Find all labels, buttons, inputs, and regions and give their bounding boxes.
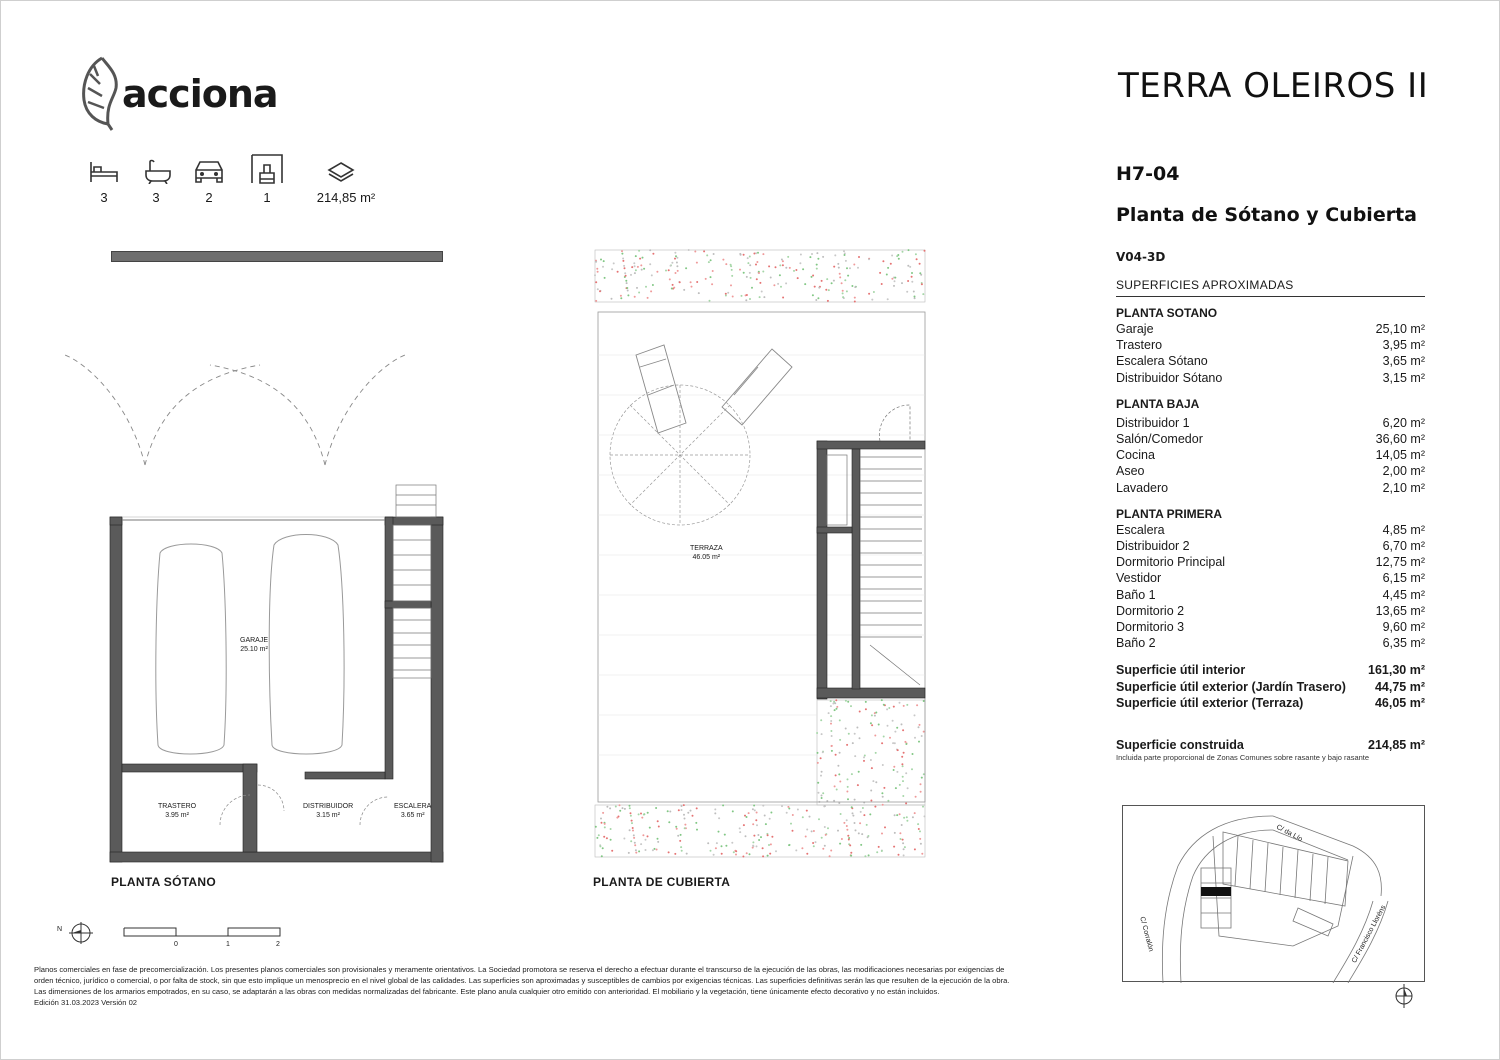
section-baja: [1116, 397, 1425, 496]
acciona-logo: [78, 54, 278, 134]
roof-plan: [580, 245, 930, 865]
section-title: PLANTA SOTANO: [1116, 306, 1218, 320]
table-row: Dormitorio 3 9,60 m²: [1116, 620, 1425, 635]
plan-separator-bar: [111, 251, 443, 262]
table-row: Cocina 14,05 m²: [1116, 448, 1425, 463]
table-row: Lavadero 2,10 m²: [1116, 480, 1425, 495]
table-row: Dormitorio Principal 12,75 m²: [1116, 555, 1425, 570]
scale-tick: 2: [276, 941, 280, 948]
table-row: Vestidor 6,15 m²: [1116, 571, 1425, 586]
storage-icon: [250, 153, 284, 185]
total-area: 214,85 m²: [316, 190, 376, 205]
roof-plan-title: PLANTA DE CUBIERTA: [593, 875, 731, 889]
surfaces-table: [1116, 306, 1425, 762]
plan-title: Planta de Sótano y Cubierta: [1116, 204, 1417, 226]
edition-text: Edición 31.03.2023 Versión 02: [34, 998, 138, 1007]
table-row: Baño 2 6,35 m²: [1116, 636, 1425, 651]
bed-icon: [89, 158, 119, 184]
unit-code: H7-04: [1116, 163, 1180, 185]
bathrooms-count: 3: [152, 190, 160, 205]
table-row: Distribuidor 1 6,20 m²: [1116, 415, 1425, 430]
total-row: Superficie útil interior 161,30 m²: [1116, 663, 1425, 678]
scale-tick: 1: [226, 941, 230, 948]
total-row: Superficie útil exterior (Jardín Trasero) 44,75 m²: [1116, 679, 1425, 694]
disclaimer: [34, 964, 1014, 1008]
room-distribuidor: DISTRIBUIDOR 3.15 m²: [303, 803, 354, 819]
table-row: Distribuidor Sótano 3,15 m²: [1116, 370, 1425, 385]
north-symbol-icon: [55, 918, 95, 948]
room-terraza: TERRAZA 46.05 m²: [690, 545, 723, 561]
section-title: PLANTA BAJA: [1116, 396, 1200, 411]
totals: [1116, 662, 1425, 712]
car-icon: [192, 158, 226, 184]
version-code: V04-3D: [1116, 250, 1166, 264]
storage-count: 1: [263, 190, 271, 205]
table-row: Escalera 4,85 m²: [1116, 522, 1425, 537]
section-title: PLANTA PRIMERA: [1116, 506, 1222, 521]
feature-bar: [80, 150, 400, 210]
scale-tick: 0: [174, 941, 178, 948]
street-label: C/ da Lío: [1275, 823, 1304, 844]
parking-count: 2: [205, 190, 213, 205]
bathtub-icon: [143, 158, 173, 184]
table-row: Salón/Comedor 36,60 m²: [1116, 432, 1425, 447]
bedrooms-count: 3: [100, 190, 108, 205]
disclaimer-text: Planos comerciales en fase de precomercialización. Los presentes planos comerciales son provisionales y meramente orientativos. La Sociedad promotora se reserva el derecho a efectuar durante el transcurso de la ejecución de las obras, las modificaciones necesarias por exigencias de orden técnico, jurídico o comercial, o por falta de stock, sin que esto implique un menosprecio en el nivel global de las calidades. Las superficies son aproximadas y susceptibles de cambios por exigencias técnicas. Las superficies definitivas serán las que resulten de la ejecución de la obra. Las dimensiones de los armarios empotrados, en su caso, se adaptarán a las obras con medidas normalizadas del fabricante. Este plano anula cualquier otro emitido con anterioridad. El mobiliario y la vegetación, tiene únicamente efecto decorativo y no están incluidos.: [34, 965, 1010, 996]
brand-name: acciona: [122, 72, 278, 116]
room-escalera: ESCALERA 3.65 m²: [394, 803, 432, 819]
table-row: Trastero 3,95 m²: [1116, 338, 1425, 353]
north-arrow-icon: [1394, 980, 1414, 1012]
room-trastero: TRASTERO 3.95 m²: [158, 803, 197, 819]
basement-plan-title: PLANTA SÓTANO: [111, 875, 217, 889]
site-map: [1122, 805, 1425, 982]
room-garaje: GARAJE 25.10 m²: [240, 637, 269, 653]
built-note: Incluida parte proporcional de Zonas Comunes sobre rasante y bajo rasante: [1116, 753, 1370, 763]
heading-rule: [1116, 296, 1425, 297]
project-title: TERRA OLEIROS II: [1118, 66, 1429, 106]
table-row: Escalera Sótano 3,65 m²: [1116, 354, 1425, 369]
built-row: Superficie construida 214,85 m²: [1116, 737, 1425, 752]
built-area: [1116, 737, 1425, 763]
leaf-icon: [78, 54, 122, 134]
table-row: Dormitorio 2 13,65 m²: [1116, 603, 1425, 618]
street-label: C/ Francisco Lloréns: [1351, 904, 1388, 965]
unit-highlight: [1201, 887, 1231, 896]
area-layers-icon: [326, 160, 356, 186]
scale-bar: [122, 926, 302, 940]
table-row: Garaje 25,10 m²: [1116, 322, 1425, 336]
surfaces-heading: SUPERFICIES APROXIMADAS: [1116, 278, 1294, 292]
section-primera: [1116, 507, 1425, 652]
basement-plan: [60, 345, 480, 865]
north-label: N: [57, 926, 63, 933]
table-row: Baño 1 4,45 m²: [1116, 587, 1425, 602]
total-row: Superficie útil exterior (Terraza) 46,05 m²: [1116, 696, 1425, 711]
table-row: Distribuidor 2 6,70 m²: [1116, 539, 1425, 554]
table-row: Aseo 2,00 m²: [1116, 464, 1425, 479]
street-label: C/ Corralón: [1138, 916, 1155, 953]
section-sotano: [1116, 306, 1425, 386]
